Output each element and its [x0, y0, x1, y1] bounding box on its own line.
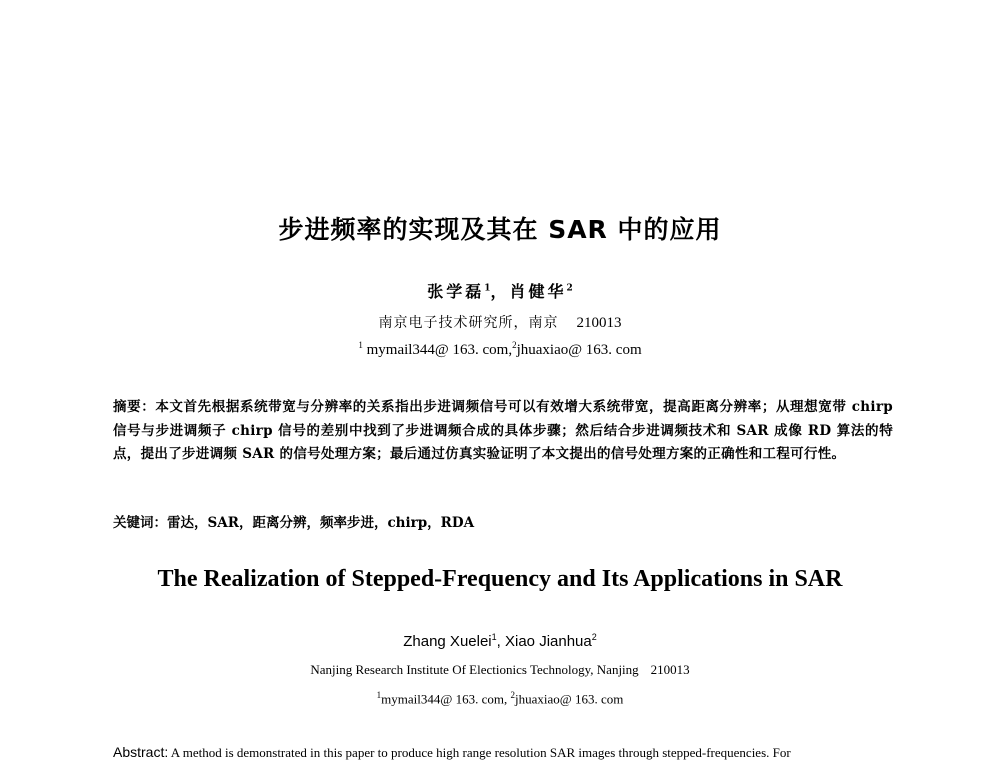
chinese-abstract-text: 本文首先根据系统带宽与分辨率的关系指出步进调频信号可以有效增大系统带宽，提高距离分辨率；从理想宽带 chirp 信号与步进调频子 chirp 信号的差别中找到了步进调频合成的具体步骤；然后结合步进调频技术和 SAR 成像 RD 算法的特点，提出了步进调频 SAR 的信号处理方案；最后通过仿真实验证明了本文提出的信号处理方案的正确性和工程可行性。	[113, 399, 893, 462]
email-1-superscript: 1	[358, 340, 363, 350]
email-2: jhuaxiao@ 163. com	[516, 342, 642, 358]
chinese-affiliation	[0, 312, 1000, 332]
email-2-superscript: 2	[512, 340, 517, 350]
chinese-affiliation-text: 南京电子技术研究所，南京	[378, 315, 559, 331]
english-author-2-superscript: 2	[591, 632, 597, 642]
english-author-separator: ,	[496, 633, 505, 650]
chinese-keywords	[113, 511, 893, 531]
chinese-keywords-label: 关键词：	[113, 515, 167, 531]
chinese-author-2: 肖健华	[509, 282, 567, 301]
chinese-abstract-label: 摘要：	[113, 399, 156, 415]
english-author-1-superscript: 1	[491, 632, 497, 642]
chinese-emails	[0, 340, 1000, 359]
english-affiliation	[0, 662, 1000, 678]
english-affiliation-text: Nanjing Research Institute Of Electionics Technology, Nanjing	[310, 662, 639, 677]
english-email-1-superscript: 1	[376, 690, 382, 700]
english-abstract-text: A method is demonstrated in this paper to produce high range resolution SAR images through stepped-frequencies. For	[170, 745, 791, 760]
english-email-2-superscript: 2	[510, 690, 515, 700]
english-email-1: mymail344@ 163. com,	[381, 691, 508, 707]
author-2-superscript: 2	[566, 283, 573, 294]
author-1-superscript: 1	[484, 283, 491, 294]
chinese-author-1: 张学磊	[427, 282, 485, 301]
chinese-abstract	[113, 396, 893, 467]
email-1: mymail344@ 163. com,	[366, 342, 513, 358]
english-authors	[0, 632, 1000, 650]
english-zip-code: 210013	[650, 662, 690, 677]
english-title: The Realization of Stepped-Frequency and Its Applications in SAR	[157, 566, 843, 592]
chinese-keywords-text: 雷达，SAR，距离分辨，频率步进，chirp，RDA	[167, 515, 475, 531]
chinese-authors	[0, 279, 1000, 302]
author-separator: ，	[490, 282, 510, 301]
english-author-1: Zhang Xuelei	[403, 633, 492, 650]
chinese-title: 步进频率的实现及其在 SAR 中的应用	[278, 215, 722, 244]
english-abstract-label: Abstract:	[113, 744, 169, 760]
english-author-2: Xiao Jianhua	[505, 633, 592, 650]
english-email-2: jhuaxiao@ 163. com	[514, 691, 624, 707]
english-abstract	[113, 744, 913, 761]
english-emails	[0, 690, 1000, 707]
chinese-zip-code: 210013	[576, 315, 622, 331]
